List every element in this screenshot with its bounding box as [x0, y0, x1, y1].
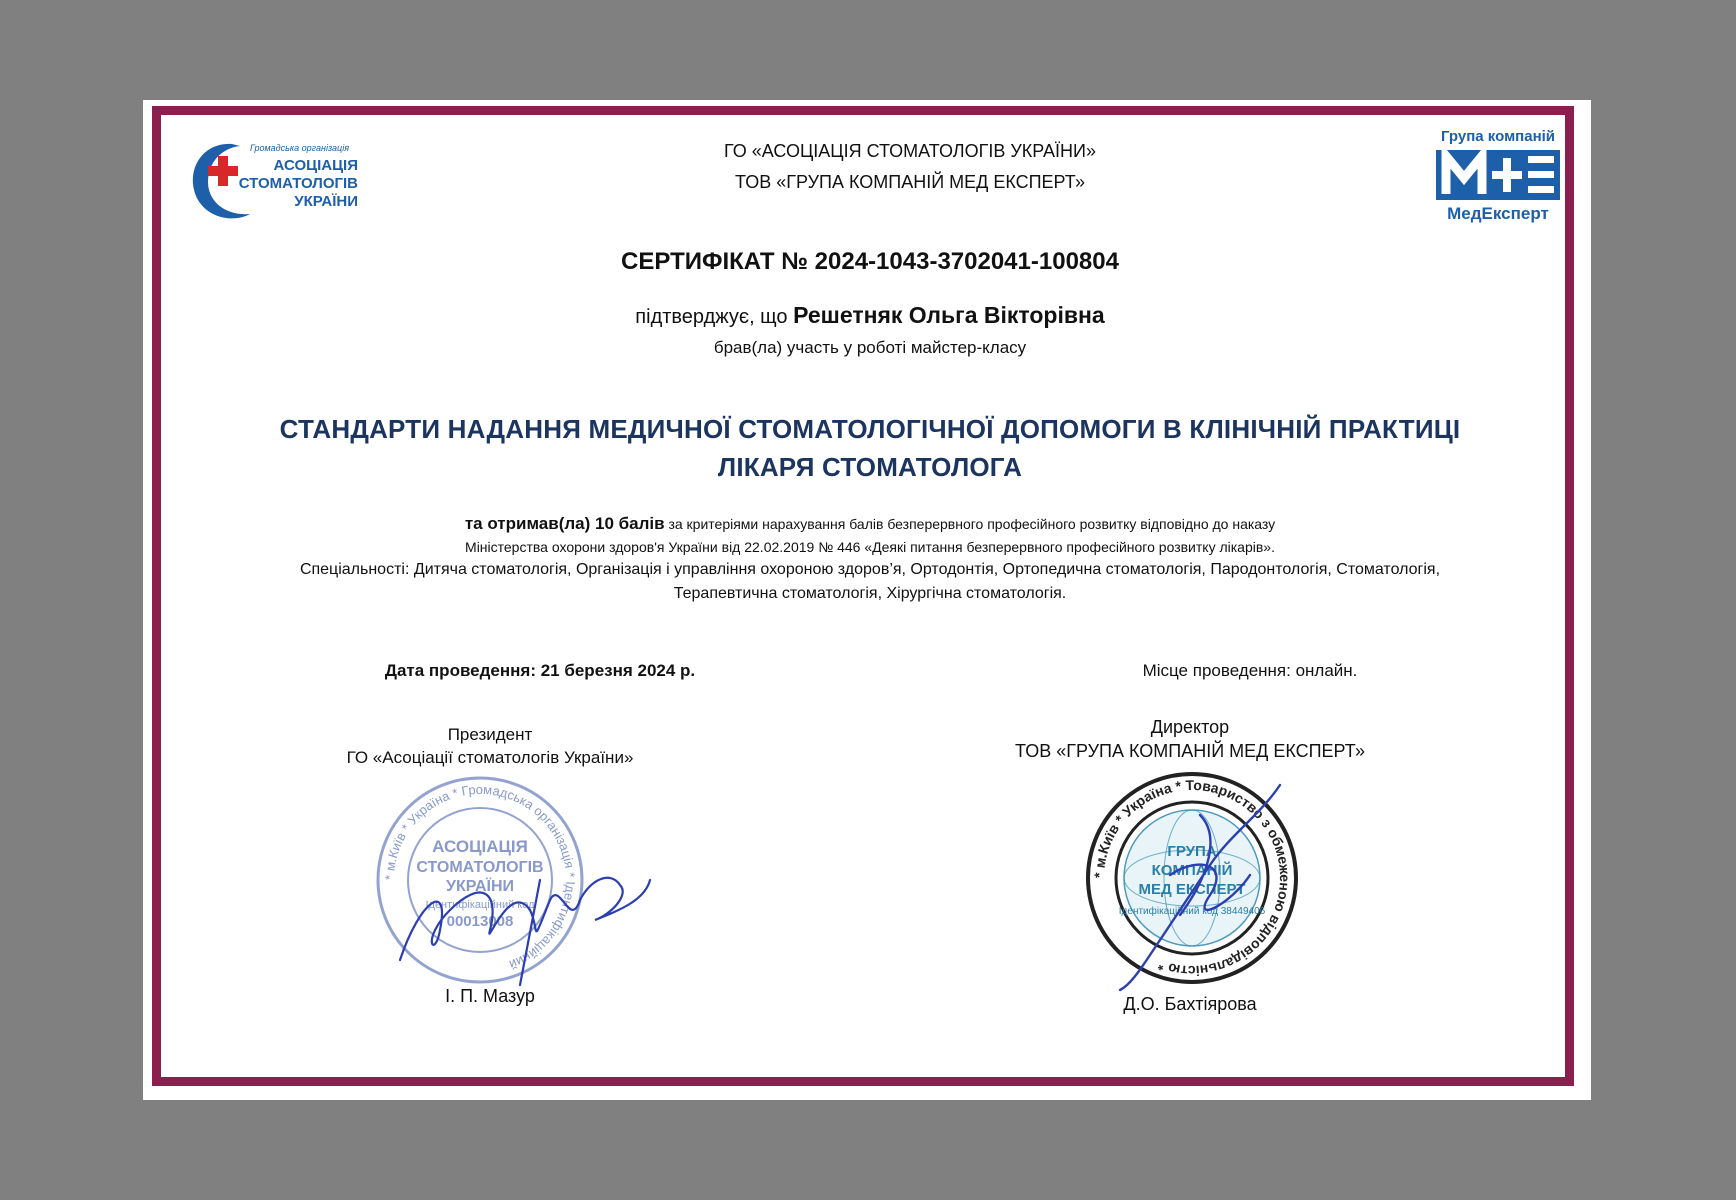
president-block	[260, 723, 720, 769]
certificate-number: СЕРТИФІКАТ № 2024-1043-3702041-100804	[621, 248, 1119, 275]
seal-right-ring-text: * м.Київ * Україна * Товариство з обмеженою відповідальністю *	[1090, 776, 1294, 980]
course-title-line2: ЛІКАРЯ СТОМАТОЛОГА	[717, 452, 1023, 482]
holder-name: Решетняк Ольга Вікторівна	[793, 302, 1105, 328]
director-name: Д.О. Бахтіярова	[1123, 994, 1257, 1014]
logo-left-line2: СТОМАТОЛОГІВ	[238, 175, 358, 192]
event-place: Місце проведення: онлайн.	[1142, 661, 1358, 680]
confirm-prefix: підтверджує, що	[635, 306, 788, 328]
course-title-line1: СТАНДАРТИ НАДАННЯ МЕДИЧНОЇ СТОМАТОЛОГІЧНОЇ ДОПОМОГИ В КЛІНІЧНІЙ ПРАКТИЦІ	[279, 414, 1461, 444]
org-line-2: ТОВ «ГРУПА КОМПАНІЙ МЕД ЕКСПЕРТ»	[735, 172, 1085, 192]
seal-right-id: Ідентифікаційний код 38449406	[1118, 906, 1266, 917]
specialties	[200, 558, 1540, 606]
seal-left-line1: АСОЦІАЦІЯ	[432, 837, 528, 856]
president-org: ГО «Асоціації стоматологів України»	[346, 748, 634, 767]
participation-line: брав(ла) участь у роботі майстер-класу	[713, 338, 1027, 357]
specialties-line1: Спеціальності: Дитяча стоматологія, Організація і управління охороною здоров’я, Ортодонтія, Ортопедична стоматологія, Пародонтологія, Стоматологія,	[299, 561, 1441, 578]
points-statement	[200, 512, 1540, 559]
points-criteria: за критеріями нарахування балів безперервного професійного розвитку відповідно до наказу	[668, 516, 1276, 532]
director-block	[940, 715, 1440, 763]
logo-left-line3: УКРАЇНИ	[294, 193, 358, 210]
logo-left-line1: АСОЦІАЦІЯ	[273, 157, 358, 174]
points-awarded: та отримав(ла) 10 балів	[464, 514, 665, 533]
seal-left-line3: УКРАЇНИ	[445, 878, 515, 895]
seal-right-line1: ГРУПА	[1167, 843, 1217, 860]
points-order: Міністерства охорони здоров'я України від 22.02.2019 № 446 «Деякі питання безперервного професійного розвитку лікарів».	[465, 539, 1275, 555]
director-org: ТОВ «ГРУПА КОМПАНІЙ МЕД ЕКСПЕРТ»	[1015, 741, 1365, 761]
logo-right-bottom: МедЕксперт	[1447, 204, 1549, 223]
logo-right-top: Група компаній	[1440, 128, 1556, 145]
president-name: І. П. Мазур	[445, 986, 535, 1006]
course-title	[200, 410, 1540, 486]
seal-right-line3: МЕД ЕКСПЕРТ	[1138, 881, 1246, 898]
seal-left-id: 00013008	[446, 913, 514, 930]
organizations-header	[620, 136, 1200, 198]
director-signature	[1110, 775, 1300, 995]
director-title: Директор	[1150, 717, 1230, 737]
seal-left-ring-text: * м.Київ * Україна * Громадська організація * Ідентифікаційний	[381, 781, 579, 973]
president-signature	[380, 840, 670, 990]
association-logo	[180, 134, 370, 224]
event-date: Дата проведення: 21 березня 2024 р.	[384, 661, 696, 680]
medexpert-logo	[1430, 126, 1566, 226]
seal-left-id-label: Ідентифікаційний код	[425, 899, 535, 911]
president-title: Президент	[447, 725, 533, 744]
confirmation-line	[300, 302, 1440, 329]
logo-left-tagline: Громадська організація	[250, 143, 349, 153]
specialties-line2: Терапевтична стоматологія, Хірургічна стоматологія.	[673, 585, 1067, 602]
org-line-1: ГО «АСОЦІАЦІЯ СТОМАТОЛОГІВ УКРАЇНИ»	[723, 141, 1096, 161]
seal-left-line2: СТОМАТОЛОГІВ	[416, 859, 544, 876]
seal-right-line2: КОМПАНІЙ	[1151, 862, 1233, 879]
